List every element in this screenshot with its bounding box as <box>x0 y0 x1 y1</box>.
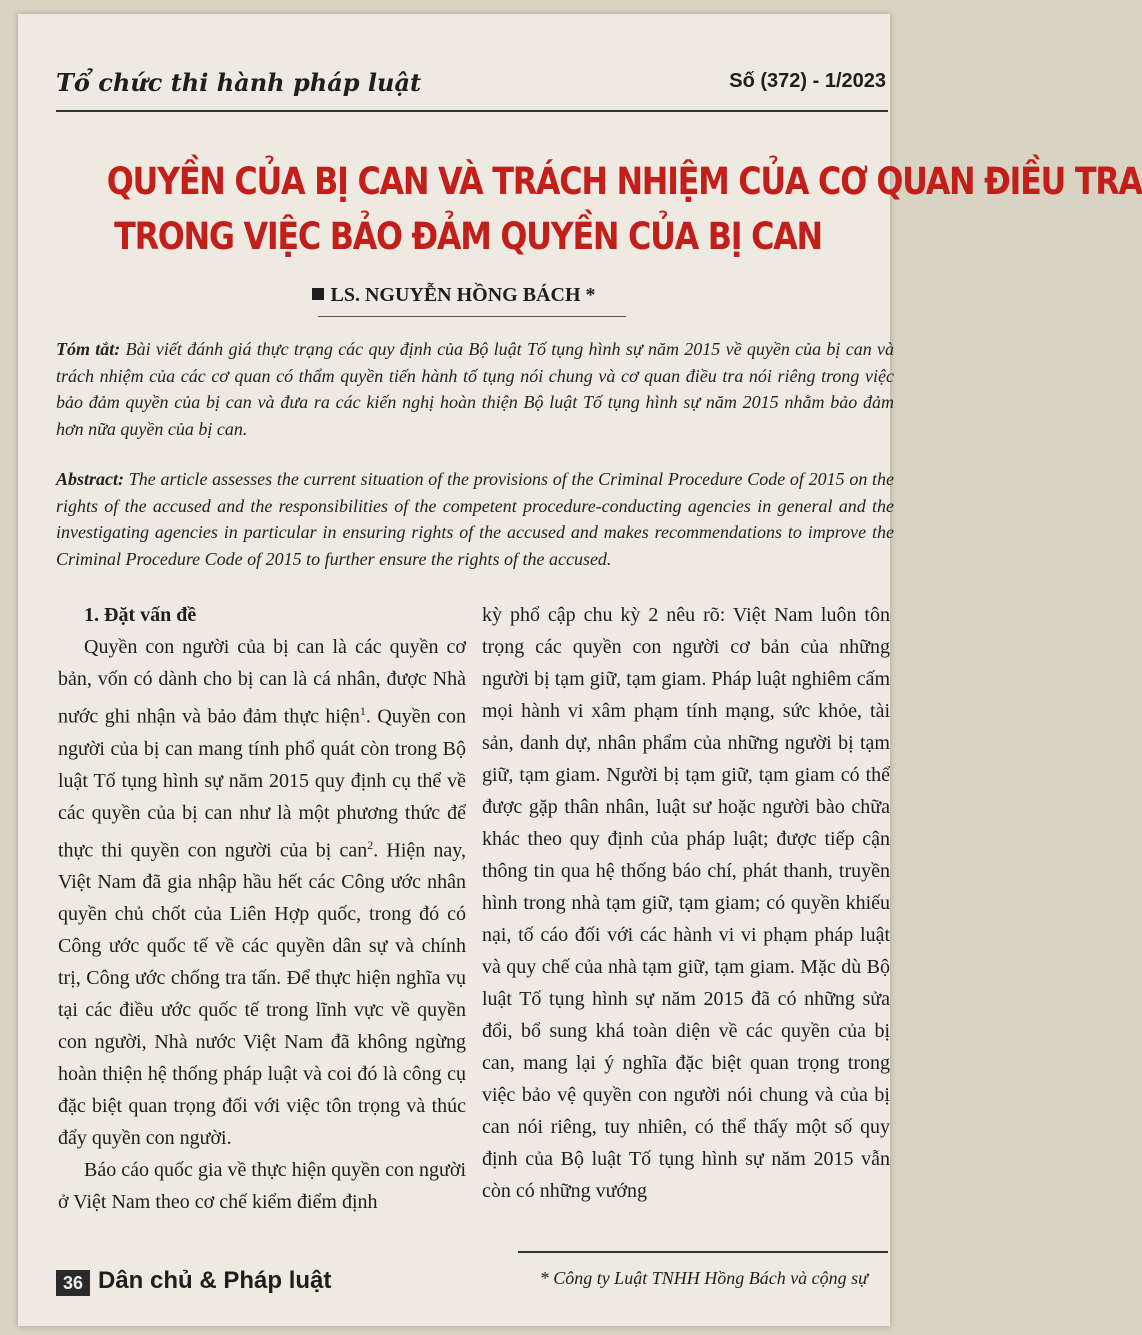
header-divider <box>56 110 888 112</box>
footer-divider <box>518 1251 888 1253</box>
article-title-line-2: TRONG VIỆC BẢO ĐẢM QUYỀN CỦA BỊ CAN <box>114 215 822 258</box>
abstract-english <box>56 466 894 572</box>
footnote-ref-2: 2 <box>367 837 374 852</box>
magazine-name: Dân chủ & Pháp luật <box>98 1267 332 1294</box>
abstract-vi-text: Bài viết đánh giá thực trạng các quy định của Bộ luật Tố tụng hình sự năm 2015 về quyền của bị can và trách nhiệm của các cơ quan có thẩm quyền tiến hành tố tụng nói chung và cơ quan điều tra nói riêng trong việc bảo đảm quyền của bị can và đưa ra các kiến nghị hoàn thiện Bộ luật Tố tụng hình sự năm 2015 nhằm bảo đảm hơn nữa quyền của bị can. <box>56 339 895 439</box>
abstract-vietnamese <box>56 336 894 442</box>
body-text: . Hiện nay, Việt Nam đã gia nhập hầu hết các Công ước nhân quyền chủ chốt của Liên Hợp quốc, trong đó có Công ước quốc tế về các quyền dân sự và chính trị, Công ước chống tra tấn. Để thực hiện nghĩa vụ tại các điều ước quốc tế trong lĩnh vực về quyền con người, Nhà nước Việt Nam đã không ngừng hoàn thiện hệ thống pháp luật và coi đó là công cụ đặc biệt quan trọng đối với việc tôn trọng và thúc đẩy quyền con người. <box>58 839 466 1150</box>
author-byline <box>18 284 890 307</box>
article-title-line-1: QUYỀN CỦA BỊ CAN VÀ TRÁCH NHIỆM CỦA CƠ QUAN ĐIỀU TRA <box>106 160 1142 203</box>
abstract-en-text: The article assesses the current situation of the provisions of the Criminal Procedure Code of 2015 on the rights of the accused and the responsibilities of the competent procedure-conducting agencies in general and the investigating agencies in particular in ensuring rights of the accused and makes recommendations to improve the Criminal Procedure Code of 2015 to further ensure the rights of the accused. <box>56 469 895 569</box>
author-footnote: * Công ty Luật TNHH Hồng Bách và cộng sự <box>539 1268 868 1288</box>
issue-number: Số (372) - 1/2023 <box>729 70 886 92</box>
running-header <box>56 66 886 102</box>
body-text: Quyền con người của bị can là các quyền cơ bản, vốn có dành cho bị can là cá nhân, được Nhà nước ghi nhận và bảo đảm thực hiện <box>58 636 466 728</box>
square-bullet-icon <box>312 288 324 300</box>
abstract-en-label: Abstract: <box>56 469 125 489</box>
journal-section-name: Tổ chức thi hành pháp luật <box>56 68 422 97</box>
section-heading: 1. Đặt vấn đề <box>84 604 197 626</box>
body-text: . Quyền con người của bị can mang tính phổ quát còn trong Bộ luật Tố tụng hình sự năm 2015 quy định cụ thể về các quyền của bị can như là một phương thức để thực thi quyền con người của bị can <box>58 705 466 862</box>
author-name: LS. NGUYỄN HỒNG BÁCH * <box>330 284 596 306</box>
footnote-ref-1: 1 <box>359 704 366 718</box>
abstract-vi-label: Tóm tắt: <box>56 339 121 359</box>
body-paragraph-2: Báo cáo quốc gia về thực hiện quyền con người ở Việt Nam theo cơ chế kiểm điểm định <box>58 1159 466 1214</box>
body-paragraph-1 <box>58 631 466 1154</box>
body-paragraph-3: kỳ phổ cập chu kỳ 2 nêu rõ: Việt Nam luôn tôn trọng các quyền con người cơ bản của những người bị tạm giữ, tạm giam. Pháp luật nghiêm cấm mọi hành vi xâm phạm tính mạng, sức khỏe, tài sản, danh dự, nhân phẩm của những người bị tạm giữ, tạm giam. Người bị tạm giữ, tạm giam có thể được gặp thân nhân, luật sư hoặc người bào chữa khác theo quy định của pháp luật; được tiếp cận thông tin qua hệ thống báo chí, phát thanh, truyền hình trong nhà tạm giữ, tạm giam; có quyền khiếu nại, tố cáo đối với các hành vi vi phạm pháp luật và quy chế của nhà tạm giữ, tạm giam. Mặc dù Bộ luật Tố tụng hình sự năm 2015 đã có những sửa đổi, bổ sung khá toàn diện về các quyền của bị can, mang lại ý nghĩa đặc biệt quan trọng trong việc bảo vệ quyền con người nói chung và của bị can nói riêng, tuy nhiên, có thể thấy một số quy định của Bộ luật Tố tụng hình sự năm 2015 vẫn còn có những vướng <box>482 604 890 1202</box>
body-column-left <box>58 599 466 1218</box>
body-column-right <box>482 599 890 1207</box>
page-number: 36 <box>56 1270 90 1296</box>
page <box>18 14 1142 1326</box>
article-title <box>106 154 1142 264</box>
author-divider <box>318 316 626 317</box>
